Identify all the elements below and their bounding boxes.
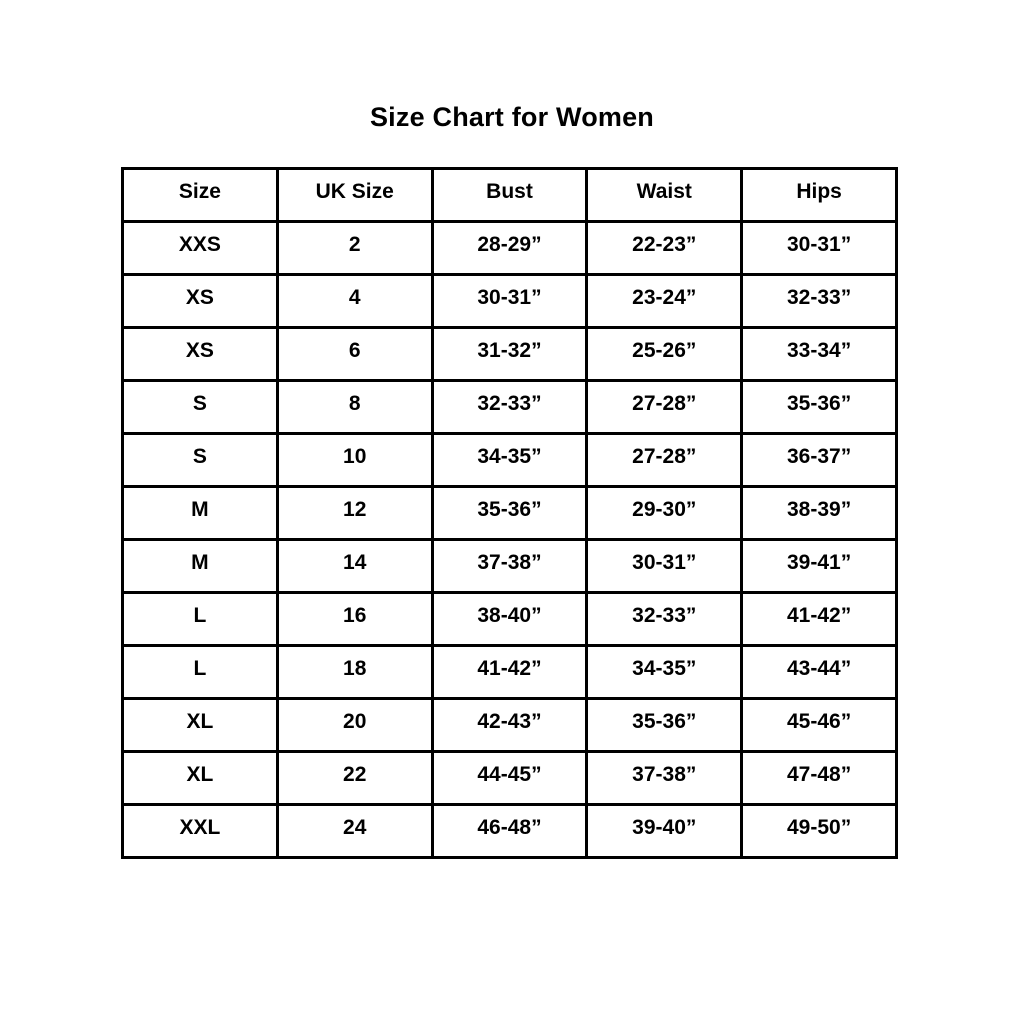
table-cell: 24 bbox=[277, 805, 432, 858]
table-cell: 20 bbox=[277, 699, 432, 752]
table-head bbox=[123, 169, 897, 222]
table-cell: 25-26” bbox=[587, 328, 742, 381]
table-cell: 22 bbox=[277, 752, 432, 805]
table-cell: 38-40” bbox=[432, 593, 587, 646]
table-cell: 30-31” bbox=[587, 540, 742, 593]
table-cell: XL bbox=[123, 699, 278, 752]
table-cell: M bbox=[123, 487, 278, 540]
table-cell: S bbox=[123, 381, 278, 434]
table-cell: L bbox=[123, 593, 278, 646]
table-cell: 30-31” bbox=[432, 275, 587, 328]
table-cell: 38-39” bbox=[742, 487, 897, 540]
table-cell: M bbox=[123, 540, 278, 593]
table-cell: 6 bbox=[277, 328, 432, 381]
table-cell: 44-45” bbox=[432, 752, 587, 805]
table-cell: 41-42” bbox=[742, 593, 897, 646]
table-cell: 16 bbox=[277, 593, 432, 646]
column-header: UK Size bbox=[277, 169, 432, 222]
table-cell: 32-33” bbox=[432, 381, 587, 434]
table-cell: 41-42” bbox=[432, 646, 587, 699]
table-cell: 30-31” bbox=[742, 222, 897, 275]
table-cell: 31-32” bbox=[432, 328, 587, 381]
table-cell: 49-50” bbox=[742, 805, 897, 858]
table-cell: 43-44” bbox=[742, 646, 897, 699]
table-cell: 4 bbox=[277, 275, 432, 328]
table-body bbox=[123, 222, 897, 858]
table-row bbox=[123, 328, 897, 381]
table-cell: XXS bbox=[123, 222, 278, 275]
table-cell: 37-38” bbox=[432, 540, 587, 593]
table-row bbox=[123, 487, 897, 540]
table-cell: 12 bbox=[277, 487, 432, 540]
table-cell: 35-36” bbox=[742, 381, 897, 434]
table-cell: 42-43” bbox=[432, 699, 587, 752]
table-cell: 27-28” bbox=[587, 434, 742, 487]
column-header: Hips bbox=[742, 169, 897, 222]
table-row bbox=[123, 540, 897, 593]
table-row bbox=[123, 805, 897, 858]
table-cell: 39-40” bbox=[587, 805, 742, 858]
table-row bbox=[123, 275, 897, 328]
table-cell: XS bbox=[123, 328, 278, 381]
table-cell: S bbox=[123, 434, 278, 487]
table-row bbox=[123, 434, 897, 487]
table-cell: 45-46” bbox=[742, 699, 897, 752]
table-row bbox=[123, 593, 897, 646]
table-cell: 32-33” bbox=[742, 275, 897, 328]
table-cell: 39-41” bbox=[742, 540, 897, 593]
table-cell: 29-30” bbox=[587, 487, 742, 540]
table-cell: 46-48” bbox=[432, 805, 587, 858]
page-title: Size Chart for Women bbox=[369, 102, 655, 132]
table-row bbox=[123, 222, 897, 275]
table-cell: 2 bbox=[277, 222, 432, 275]
table-cell: 27-28” bbox=[587, 381, 742, 434]
table-row bbox=[123, 752, 897, 805]
table-cell: L bbox=[123, 646, 278, 699]
table-cell: 34-35” bbox=[587, 646, 742, 699]
table-cell: 37-38” bbox=[587, 752, 742, 805]
column-header: Bust bbox=[432, 169, 587, 222]
table-header-row bbox=[123, 169, 897, 222]
table-cell: 18 bbox=[277, 646, 432, 699]
table-cell: XS bbox=[123, 275, 278, 328]
table-cell: 23-24” bbox=[587, 275, 742, 328]
table-row bbox=[123, 646, 897, 699]
table-cell: 47-48” bbox=[742, 752, 897, 805]
size-chart-table bbox=[121, 167, 898, 859]
column-header: Size bbox=[123, 169, 278, 222]
table-cell: XL bbox=[123, 752, 278, 805]
table-row bbox=[123, 699, 897, 752]
table-cell: 35-36” bbox=[432, 487, 587, 540]
table-cell: 8 bbox=[277, 381, 432, 434]
table-row bbox=[123, 381, 897, 434]
table-cell: 32-33” bbox=[587, 593, 742, 646]
column-header: Waist bbox=[587, 169, 742, 222]
table-cell: 22-23” bbox=[587, 222, 742, 275]
table-cell: 34-35” bbox=[432, 434, 587, 487]
table-cell: 10 bbox=[277, 434, 432, 487]
table-cell: 36-37” bbox=[742, 434, 897, 487]
table-cell: 35-36” bbox=[587, 699, 742, 752]
table-cell: XXL bbox=[123, 805, 278, 858]
table-cell: 33-34” bbox=[742, 328, 897, 381]
table-cell: 14 bbox=[277, 540, 432, 593]
table-cell: 28-29” bbox=[432, 222, 587, 275]
